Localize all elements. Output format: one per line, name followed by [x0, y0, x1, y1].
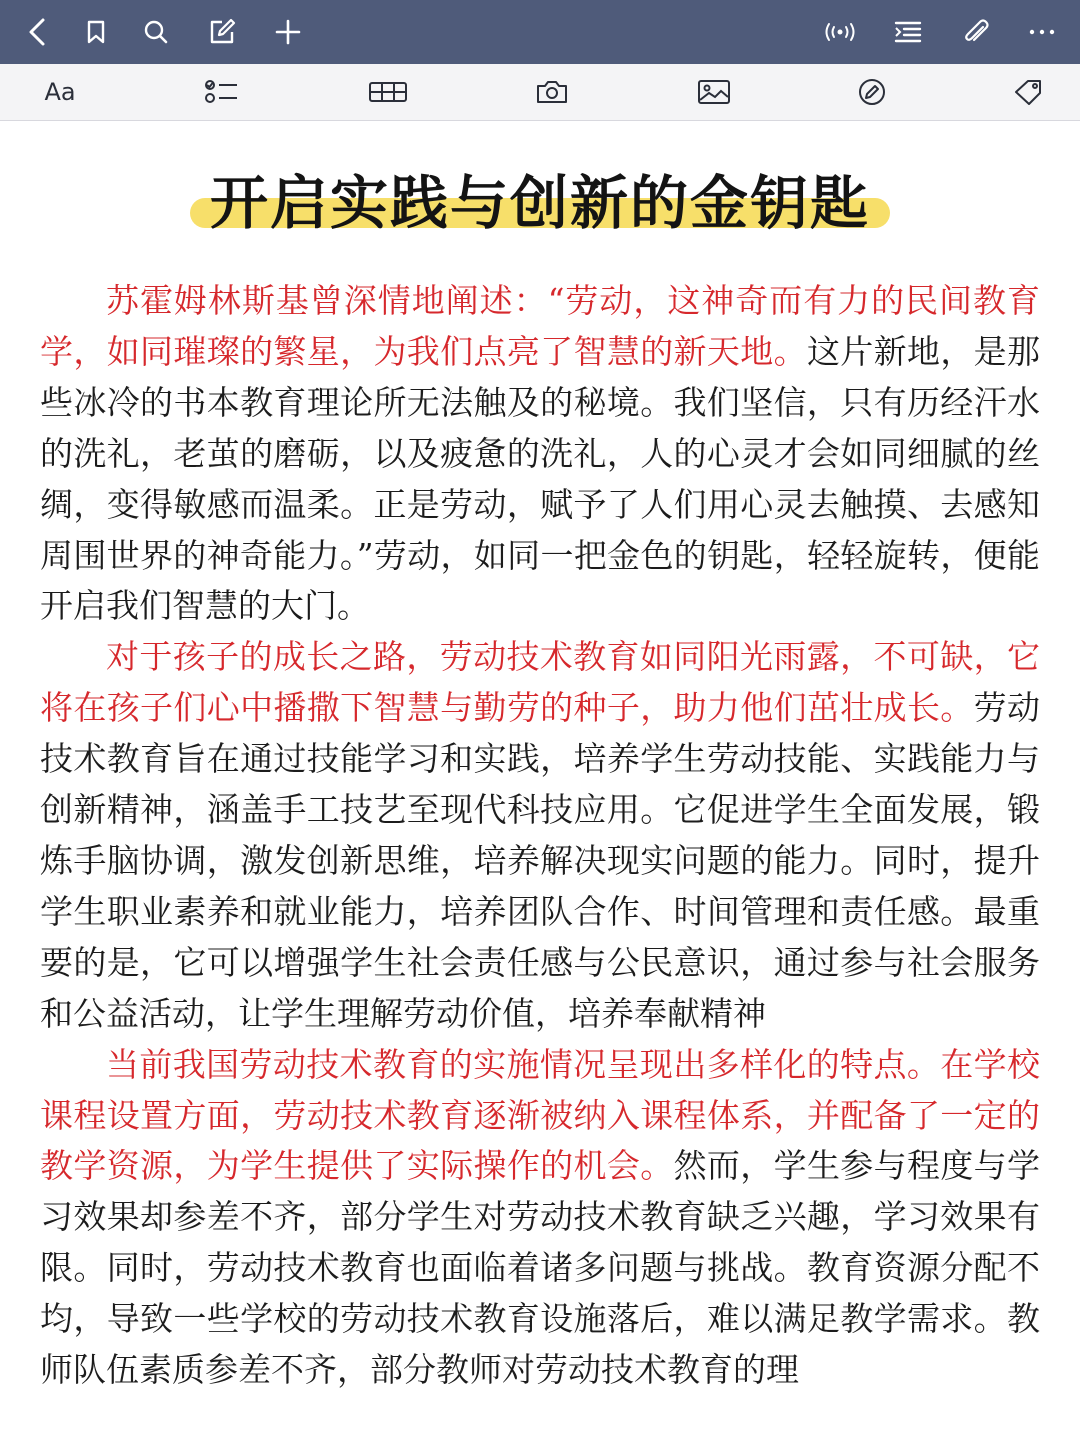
title-area	[0, 148, 1080, 248]
body-text: 然而，学生参与程度与学习效果却参差不齐，部分学生对劳动技术教育缺乏兴趣，学习效果有限。同时，劳动技术教育也面临着诸多问题与挑战。教育资源分配不均，导致一些学校的劳动技术教育设施落后，难以满足教学需求。教师队伍素质参差不齐，部分教师对劳动技术教育的理	[40, 1146, 1041, 1390]
tag-icon[interactable]	[1008, 74, 1048, 110]
markup-pen-icon[interactable]	[852, 74, 892, 110]
top-navigation-bar	[0, 0, 1080, 64]
paragraph[interactable]	[40, 632, 1040, 1039]
format-toolbar	[0, 64, 1080, 121]
camera-icon[interactable]	[532, 74, 572, 110]
body-text: 劳动技术教育旨在通过技能学习和实践，培养学生劳动技能、实践能力与创新精神，涵盖手工技艺至现代科技应用。它促进学生全面发展，锻炼手脑协调，激发创新思维，培养解决现实问题的能力。同时，提升学生职业素养和就业能力，培养团队合作、时间管理和责任感。最重要的是，它可以增强学生社会责任感与公民意识，通过参与社会服务和公益活动，让学生理解劳动价值，培养奉献精神	[40, 688, 1041, 1033]
text-format-label: Aa	[44, 78, 76, 106]
body-text: 这片新地，是那些冰冷的书本教育理论所无法触及的秘境。我们坚信，只有历经汗水的洗礼，老茧的磨砺，以及疲惫的洗礼，人的心灵才会如同细腻的丝绸，变得敏感而温柔。正是劳动，赋予了人们用心灵去触摸、去感知周围世界的神奇能力。”劳动，如同一把金色的钥匙，轻轻旋转，便能开启我们智慧的大门。	[40, 331, 1041, 626]
image-icon[interactable]	[694, 74, 734, 110]
broadcast-icon[interactable]	[820, 14, 860, 50]
more-icon[interactable]	[1024, 14, 1060, 50]
outline-list-icon[interactable]	[890, 14, 926, 50]
bookmark-icon[interactable]	[78, 14, 114, 50]
table-icon[interactable]	[368, 74, 408, 110]
search-icon[interactable]	[138, 14, 174, 50]
emphasis-text: 当前我国劳动技术教育的实施情况呈现出多样化的特点。在学校课程设置方面，劳动技术教育逐渐被纳入课程体系，并配备了一定的教学资源，为学生提供了实际操作的机会。	[40, 1044, 1040, 1186]
emphasis-text: 苏霍姆林斯基曾深情地阐述：“劳动，这神奇而有力的民间教育学，如同璀璨的繁星，为我们点亮了智慧的新天地。	[40, 281, 1040, 371]
paragraph[interactable]	[40, 276, 1040, 632]
paragraph[interactable]	[40, 1040, 1040, 1396]
edit-icon[interactable]	[204, 14, 240, 50]
back-icon[interactable]	[20, 14, 56, 50]
document-title[interactable]: 开启实践与创新的金钥匙	[209, 169, 870, 237]
checklist-icon[interactable]	[202, 74, 242, 110]
add-icon[interactable]	[270, 14, 306, 50]
text-format-button[interactable]	[38, 74, 82, 110]
paperclip-icon[interactable]	[958, 14, 994, 50]
emphasis-text: 对于孩子的成长之路，劳动技术教育如同阳光雨露，不可缺，它将在孩子们心中播撒下智慧与勤劳的种子，助力他们茁壮成长。	[40, 637, 1040, 728]
document-body[interactable]	[40, 276, 1040, 1396]
